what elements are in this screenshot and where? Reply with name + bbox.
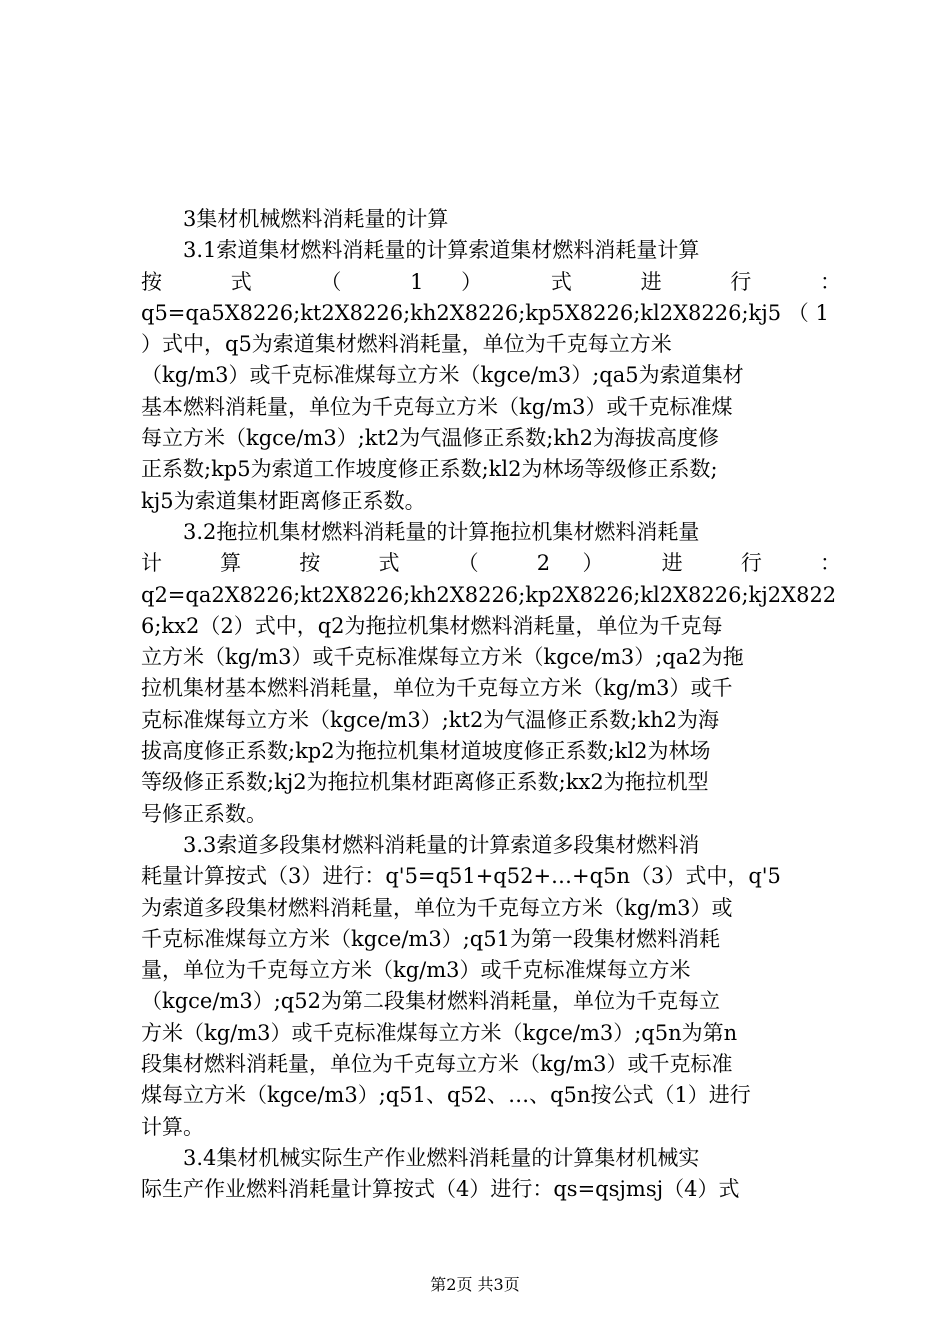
- text-line: （kgce/m3）;q52为第二段集材燃料消耗量，单位为千克每立: [141, 989, 720, 1014]
- text-line: 千克标准煤每立方米（kgce/m3）;q51为第一段集材燃料消耗: [141, 926, 720, 951]
- text-line: 基本燃料消耗量，单位为千克每立方米（kg/m3）或千克标准煤: [141, 394, 733, 419]
- text-line: kj5为索道集材距离修正系数。: [141, 488, 426, 513]
- text-line: （kg/m3）或千克标准煤每立方米（kgce/m3）;qa5为索道集材: [141, 363, 744, 388]
- text-line: 拔高度修正系数;kp2为拖拉机集材道坡度修正系数;kl2为林场: [141, 739, 711, 764]
- text-line: 号修正系数。: [141, 801, 267, 826]
- text-line: 等级修正系数;kj2为拖拉机集材距离修正系数;kx2为拖拉机型: [141, 770, 709, 795]
- text-line: 每立方米（kgce/m3）;kt2为气温修正系数;kh2为海拔高度修: [141, 426, 719, 451]
- text-line: 3.3索道多段集材燃料消耗量的计算索道多段集材燃料消: [183, 832, 700, 857]
- page-footer: 第2页 共3页: [430, 1275, 520, 1294]
- text-line: q2=qa2X8226;kt2X8226;kh2X8226;kp2X8226;kl2X8226;kj2X822: [141, 582, 837, 607]
- text-line: 段集材燃料消耗量，单位为千克每立方米（kg/m3）或千克标准: [141, 1052, 733, 1077]
- text-line: 3集材机械燃料消耗量的计算: [183, 207, 449, 231]
- text-line: 耗量计算按式（3）进行：q'5=q51+q52+…+q5n（3）式中，q'5: [141, 864, 781, 889]
- text-line: 计算。: [141, 1114, 204, 1139]
- text-line: 按 式 （ 1 ） 式 进 行 ：: [141, 269, 841, 294]
- text-line: q5=qa5X8226;kt2X8226;kh2X8226;kp5X8226;kl2X8226;kj5 （ 1: [141, 300, 829, 325]
- text-line: 量，单位为千克每立方米（kg/m3）或千克标准煤每立方米: [141, 958, 691, 983]
- text-line: 计 算 按 式 （ 2 ） 进 行 ：: [141, 551, 841, 576]
- text-line: 正系数;kp5为索道工作坡度修正系数;kl2为林场等级修正系数;: [141, 457, 718, 482]
- text-line: 3.1索道集材燃料消耗量的计算索道集材燃料消耗量计算: [183, 238, 700, 263]
- text-line: 为索道多段集材燃料消耗量，单位为千克每立方米（kg/m3）或: [141, 895, 733, 920]
- text-line: 6;kx2（2）式中，q2为拖拉机集材燃料消耗量，单位为千克每: [141, 613, 723, 638]
- text-line: 3.2拖拉机集材燃料消耗量的计算拖拉机集材燃料消耗量: [183, 519, 700, 544]
- text-line: ）式中，q5为索道集材燃料消耗量，单位为千克每立方米: [141, 332, 672, 357]
- text-line: 拉机集材基本燃料消耗量，单位为千克每立方米（kg/m3）或千: [141, 676, 733, 701]
- text-line: 际生产作业燃料消耗量计算按式（4）进行：qs=qsjmsj（4）式: [141, 1177, 740, 1202]
- text-line: 煤每立方米（kgce/m3）;q51、q52、…、q5n按公式（1）进行: [141, 1083, 751, 1108]
- document-body: [141, 204, 841, 1206]
- text-line: 3.4集材机械实际生产作业燃料消耗量的计算集材机械实: [183, 1145, 700, 1170]
- text-line: 立方米（kg/m3）或千克标准煤每立方米（kgce/m3）;qa2为拖: [141, 645, 744, 670]
- text-line: 克标准煤每立方米（kgce/m3）;kt2为气温修正系数;kh2为海: [141, 707, 719, 732]
- text-line: 方米（kg/m3）或千克标准煤每立方米（kgce/m3）;q5n为第n: [141, 1020, 738, 1045]
